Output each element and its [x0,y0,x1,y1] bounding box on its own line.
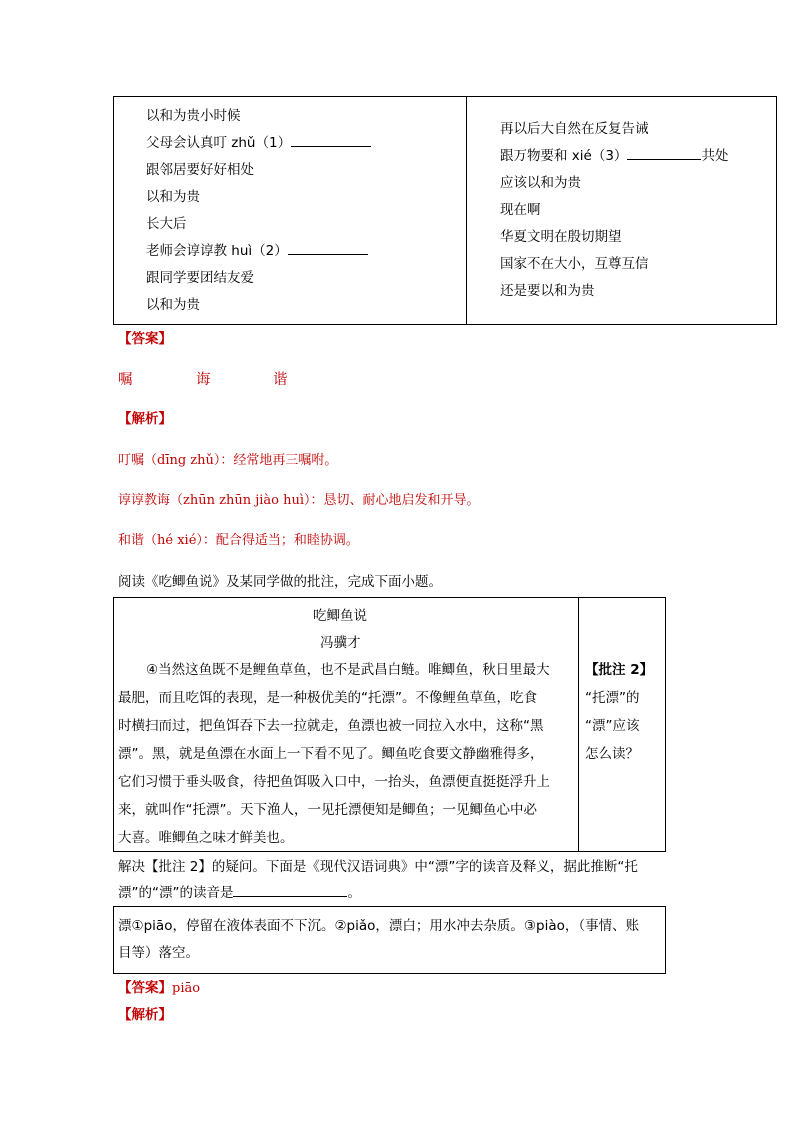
poem-line: 长大后 [146,216,187,232]
dictionary-line: 漂①piāo，停留在液体表面不下沉。②piǎo，漂白；用水冲去杂质。③piào，（事情、账 [118,918,640,934]
poem-line: 以和为贵 [146,189,200,205]
dictionary-line: 目等）落空。 [118,945,199,961]
poem-line: 再以后大自然在反复告诫 [500,121,649,137]
analysis-item: 叮嘱（dīng zhǔ）：经常地再三嘱咐。 [118,453,338,468]
passage-line: 漂”。黑，就是鱼漂在水面上一下看不见了。鲫鱼吃食要文静幽雅得多， [118,746,544,762]
passage-line: 来，就叫作“托漂”。天下渔人，一见托漂便知是鲫鱼；一见鲫鱼心中必 [118,802,537,818]
answer-char: 谐 [273,372,288,388]
analysis-label: 【解析】 [118,1007,172,1023]
fill-blank-2[interactable] [288,240,368,255]
answer-value: piāo [172,981,201,996]
poem-line-text: 共处 [701,148,729,164]
answer2-row [118,976,200,996]
question-text-part: 。 [347,885,361,901]
note-line: 【批注 2】 [585,662,654,678]
answer-label: 【答案】 [118,331,172,347]
note-line: 怎么读？ [585,746,639,762]
poem-line [146,239,368,259]
poem-line: 以和为贵小时候 [146,108,241,124]
fill-blank-1[interactable] [291,132,371,147]
analysis-item: 谆谆教诲（zhūn zhūn jiào huì）：恳切、耐心地启发和开导。 [118,493,480,508]
poem-line-text: 跟万物要和 xié（3） [500,148,628,164]
table-divider [466,97,467,324]
poem-line: 跟同学要团结友爱 [146,270,254,286]
answer-char: 诲 [196,372,211,388]
passage-author: 冯骥才 [320,635,361,651]
poem-line: 还是要以和为贵 [500,283,595,299]
poem-line: 现在啊 [500,202,541,218]
poem-line: 华夏文明在殷切期望 [500,229,622,245]
passage-title: 吃鲫鱼说 [313,608,367,624]
table-divider [578,598,579,851]
answer-char: 嘱 [118,372,133,388]
passage-line: 大喜。唯鲫鱼之味才鲜美也。 [118,830,294,846]
question-text [118,881,361,901]
question-intro: 阅读《吃鲫鱼说》及某同学做的批注，完成下面小题。 [118,574,442,590]
poem-line: 跟邻居要好好相处 [146,162,254,178]
poem-line [146,131,371,151]
passage-line: ④当然这鱼既不是鲤鱼草鱼，也不是武昌白鲢。唯鲫鱼，秋日里最大 [146,662,550,678]
poem-line: 应该以和为贵 [500,175,581,191]
passage-line: 最肥，而且吃饵的表现，是一种极优美的“托漂”。不像鲤鱼草鱼，吃食 [118,690,537,706]
note-line: “漂”应该 [585,718,640,734]
poem-line-text: 老师会谆谆教 huì（2） [146,243,288,259]
question-text: 解决【批注 2】的疑问。下面是《现代汉语词典》中“漂”字的读音及释义，据此推断“托 [118,859,638,875]
passage-line: 时横扫而过，把鱼饵吞下去一拉就走，鱼漂也被一同拉入水中，这称“黑 [118,718,544,734]
fill-blank-pinyin[interactable] [233,882,347,897]
poem-line-text: 父母会认真叮 zhǔ（1） [146,135,292,151]
answer-label: 【答案】 [118,980,172,996]
question-text-part: 漂”的“漂”的读音是 [118,885,234,901]
note-line: “托漂”的 [585,690,640,706]
poem-line: 国家不在大小，互尊互信 [500,256,649,272]
passage-line: 它们习惯于垂头吸食，待把鱼饵吸入口中，一抬头，鱼漂便直挺挺浮升上 [118,774,550,790]
poem-line [500,144,728,164]
poem-line: 以和为贵 [146,297,200,313]
analysis-item: 和谐（hé xié）：配合得适当；和睦协调。 [118,533,359,548]
fill-blank-3[interactable] [627,145,701,160]
analysis-label: 【解析】 [118,411,172,427]
